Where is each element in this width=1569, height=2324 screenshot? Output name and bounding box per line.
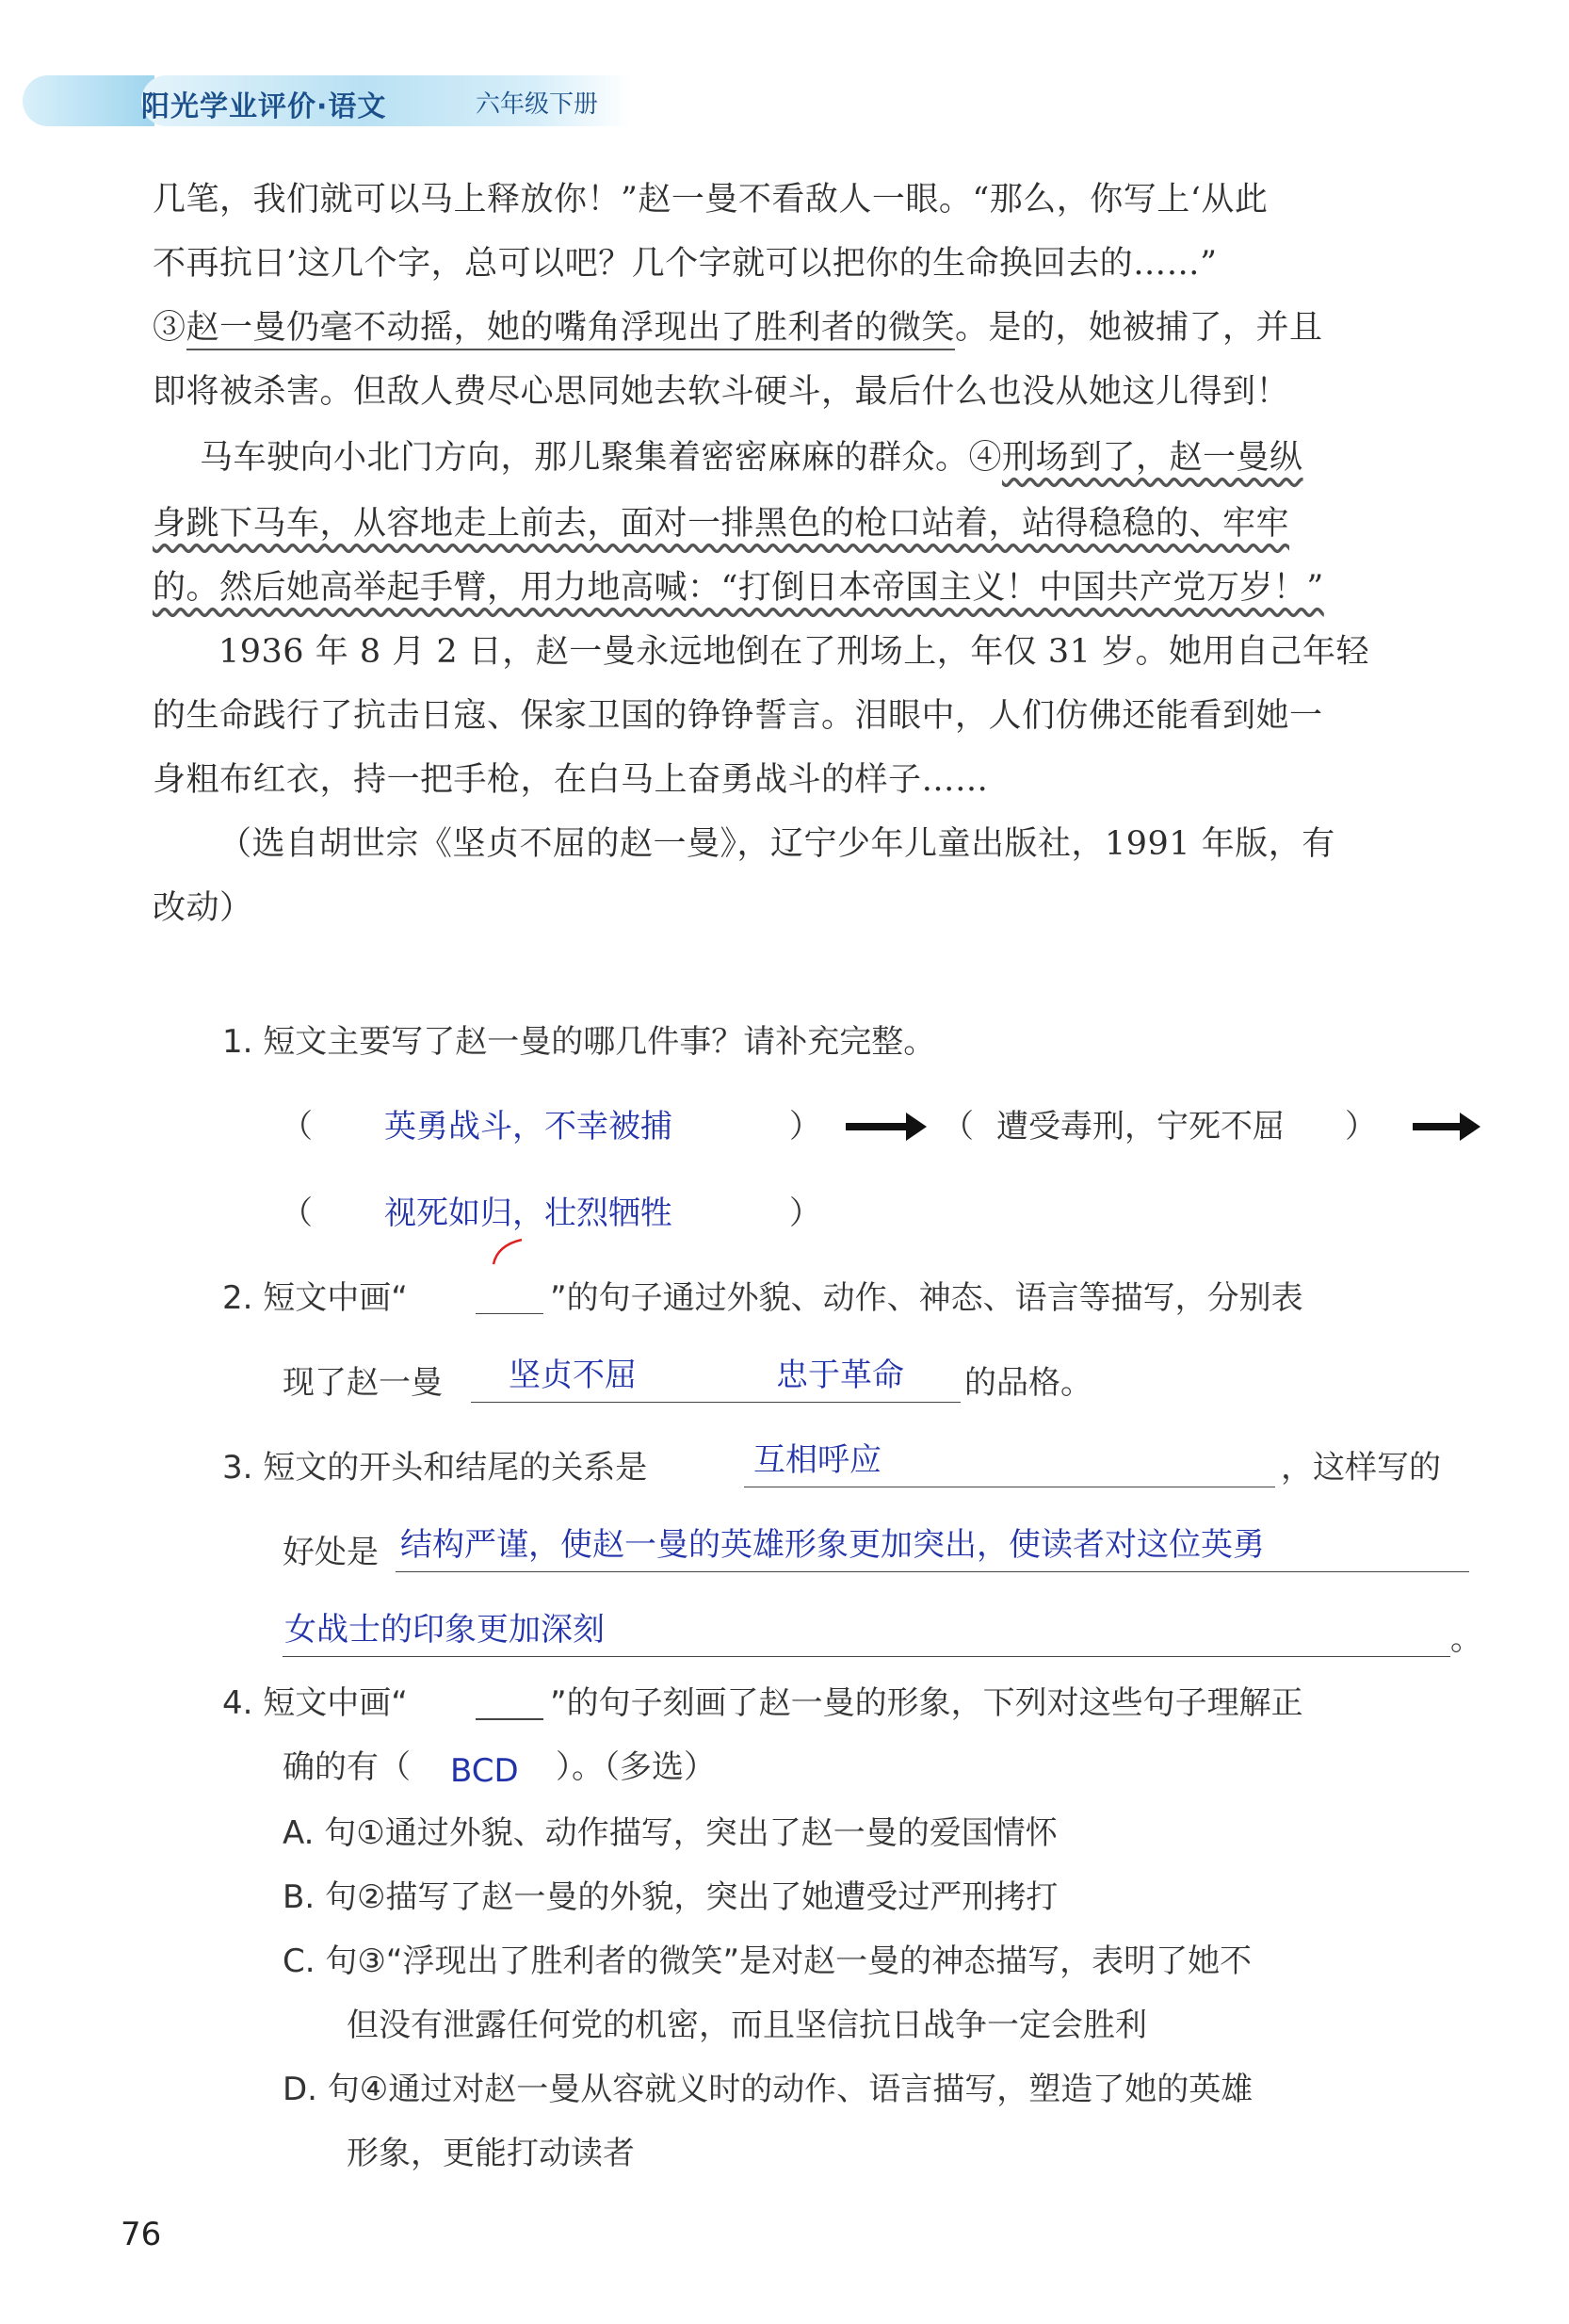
sentence-3-number: ③ [153, 309, 186, 347]
question-3-stem-b: ，这样写的 [1281, 1449, 1441, 1487]
q1-paren-open-3: （ [281, 1195, 313, 1232]
option-c-line-1: C. 句③“浮现出了胜利者的微笑”是对赵一曼的神态描写，表明了她不 [283, 1942, 1253, 1980]
q4-underline-sample [476, 1718, 543, 1720]
passage-line-1: 几笔，我们就可以马上释放你！”赵一曼不看敌人一眼。“那么，你写上‘从此 [153, 181, 1269, 219]
passage-line-10: 身粗布红衣，持一把手枪，在白马上奋勇战斗的样子…… [153, 761, 989, 799]
q4-answer: BCD [450, 1752, 519, 1790]
option-d-line-1: D. 句④通过对赵一曼从容就义时的动作、语言描写，塑造了她的英雄 [283, 2071, 1254, 2108]
passage-line-5-pre: 马车驶向小北门方向，那儿聚集着密密麻麻的群众。④ [200, 439, 1003, 477]
passage-line-3-rest: 。是的，她被捕了，并且 [955, 309, 1323, 347]
q2-underline-sample [476, 1313, 543, 1314]
passage-line-7 [153, 565, 1324, 610]
underlined-sentence-3: 赵一曼仍毫不动摇，她的嘴角浮现出了胜利者的微笑 [186, 309, 956, 350]
underlined-sentence-4-c: 的。然后她高举起手臂，用力地高喊：“打倒日本帝国主义！中国共产党万岁！” [153, 569, 1324, 607]
question-2-stem-d: 的品格。 [964, 1364, 1092, 1402]
question-2-stem-b: ”的句子通过外貌、动作、神态、语言等描写，分别表 [550, 1279, 1303, 1317]
question-4-stem-b: ”的句子刻画了赵一曼的形象，下列对这些句子理解正 [550, 1684, 1303, 1722]
q2-answer-2: 忠于革命 [776, 1357, 904, 1394]
question-4-stem-c: 确的有（ [283, 1748, 411, 1786]
question-4-stem-a: 4. 短文中画“ [222, 1684, 408, 1722]
question-4-stem-d: ）。（多选） [556, 1748, 716, 1786]
question-2-stem-a: 2. 短文中画“ [222, 1279, 408, 1317]
q1-paren-close-2: ） [1345, 1108, 1377, 1146]
option-d-line-2: 形象，更能打动读者 [347, 2135, 635, 2172]
question-3-stem-a: 3. 短文的开头和结尾的关系是 [222, 1449, 648, 1487]
q3-answer-2a: 结构严谨，使赵一曼的英雄形象更加突出，使读者对这位英勇 [400, 1526, 1265, 1564]
source-line-2: 改动） [153, 889, 253, 927]
q2-answer-1: 坚贞不屈 [509, 1357, 637, 1394]
book-grade: 六年级下册 [476, 90, 599, 119]
header-banner-accent [23, 75, 154, 126]
passage-line-2: 不再抗日’这几个字，总可以吧？几个字就可以把你的生命换回去的……” [153, 245, 1218, 283]
arrow-icon [1413, 1123, 1464, 1130]
q3-answer-2b: 女战士的印象更加深刻 [284, 1611, 605, 1649]
source-line-1: （选自胡世宗《坚贞不屈的赵一曼》，辽宁少年儿童出版社，1991 年版，有 [218, 825, 1335, 863]
question-1-stem: 1. 短文主要写了赵一曼的哪几件事？请补充完整。 [222, 1023, 936, 1061]
q1-answer-3: 视死如归，壮烈牺牲 [384, 1195, 672, 1232]
question-2-stem-c: 现了赵一曼 [283, 1364, 443, 1402]
option-b: B. 句②描写了赵一曼的外貌，突出了她遭受过严刑拷打 [283, 1878, 1059, 1916]
q1-paren-open-2: （ [942, 1108, 974, 1146]
option-c-line-2: 但没有泄露任何党的机密，而且坚信抗日战争一定会胜利 [347, 2007, 1147, 2044]
passage-line-3 [153, 305, 1323, 350]
q2-answer-blank[interactable] [471, 1402, 961, 1403]
q1-answer-1: 英勇战斗，不幸被捕 [384, 1108, 672, 1146]
check-mark-icon [490, 1236, 527, 1270]
q3-period: 。 [1450, 1620, 1482, 1658]
page-number: 76 [121, 2216, 162, 2253]
q1-paren-open-1: （ [281, 1108, 313, 1146]
q1-paren-close-1: ） [789, 1108, 821, 1146]
underlined-sentence-4-b: 身跳下马车，从容地走上前去，面对一排黑色的枪口站着，站得稳稳的、牢牢 [153, 505, 1290, 543]
q3-answer-1: 互相呼应 [753, 1441, 882, 1479]
q1-given-event: 遭受毒刑，宁死不屈 [996, 1108, 1285, 1146]
q3-answer-blank-3[interactable] [283, 1656, 1450, 1657]
passage-line-6 [153, 501, 1289, 546]
q1-paren-close-3: ） [789, 1195, 821, 1232]
question-3-stem-c: 好处是 [283, 1534, 379, 1571]
option-a: A. 句①通过外貌、动作描写，突出了赵一曼的爱国情怀 [283, 1814, 1058, 1852]
underlined-sentence-4-a: 刑场到了，赵一曼纵 [1002, 439, 1303, 477]
passage-line-9: 的生命践行了抗击日寇、保家卫国的铮铮誓言。泪眼中，人们仿佛还能看到她一 [153, 697, 1323, 735]
book-title: 阳光学业评价·语文 [141, 90, 387, 123]
arrow-icon [846, 1123, 910, 1130]
passage-line-8: 1936 年 8 月 2 日，赵一曼永远地倒在了刑场上，年仅 31 岁。她用自己年轻 [218, 633, 1370, 671]
q3-answer-blank-2[interactable] [396, 1571, 1469, 1572]
passage-line-5 [200, 435, 1303, 480]
passage-line-4: 即将被杀害。但敌人费尽心思同她去软斗硬斗，最后什么也没从她这儿得到！ [153, 373, 1290, 411]
